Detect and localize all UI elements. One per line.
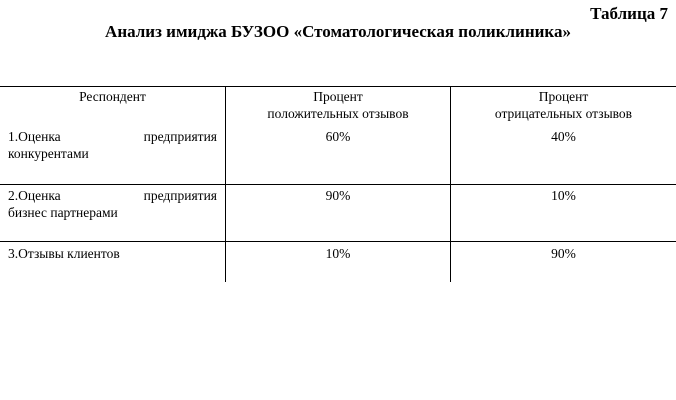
header-respondent [0, 88, 225, 105]
row-2-respondent [8, 187, 217, 221]
row-3-negative-value: 90% [551, 246, 576, 261]
row-2-negative-value: 10% [551, 188, 576, 203]
row-2-negative [451, 187, 676, 204]
header-negative-line1: Процент [538, 89, 589, 104]
row-3-positive-value: 10% [325, 246, 351, 261]
table-top-border [0, 86, 676, 87]
row-1-positive-value: 60% [325, 129, 351, 144]
row-divider [0, 241, 676, 242]
row-1-respondent-line2: конкурентами [8, 146, 89, 161]
table-number: Таблица 7 [590, 4, 668, 23]
row-2-respondent-line1: 2.Оценка предприятия [8, 188, 217, 203]
table-title: Анализ имиджа БУЗОО «Стоматологическая поликлиника» [105, 22, 571, 41]
data-table [0, 86, 676, 282]
header-positive-line2: положительных отзывов [267, 106, 409, 121]
row-1-negative [451, 128, 676, 145]
row-3-negative [451, 245, 676, 262]
row-3-positive [226, 245, 450, 262]
row-1-respondent-line1: 1.Оценка предприятия [8, 129, 217, 144]
row-divider [0, 184, 676, 185]
row-2-respondent-line2: бизнес партнерами [8, 205, 118, 220]
row-3-respondent [8, 245, 217, 262]
header-respondent-label: Респондент [79, 89, 146, 104]
row-1-positive [226, 128, 450, 145]
header-negative-line2: отрицательных отзывов [494, 106, 633, 121]
row-3-respondent-line1: 3.Отзывы клиентов [8, 246, 120, 261]
row-1-respondent [8, 128, 217, 162]
row-1-negative-value: 40% [551, 129, 576, 144]
row-2-positive-value: 90% [325, 188, 351, 203]
header-positive [226, 88, 450, 122]
header-negative [451, 88, 676, 122]
header-positive-line1: Процент [313, 89, 363, 104]
row-2-positive [226, 187, 450, 204]
